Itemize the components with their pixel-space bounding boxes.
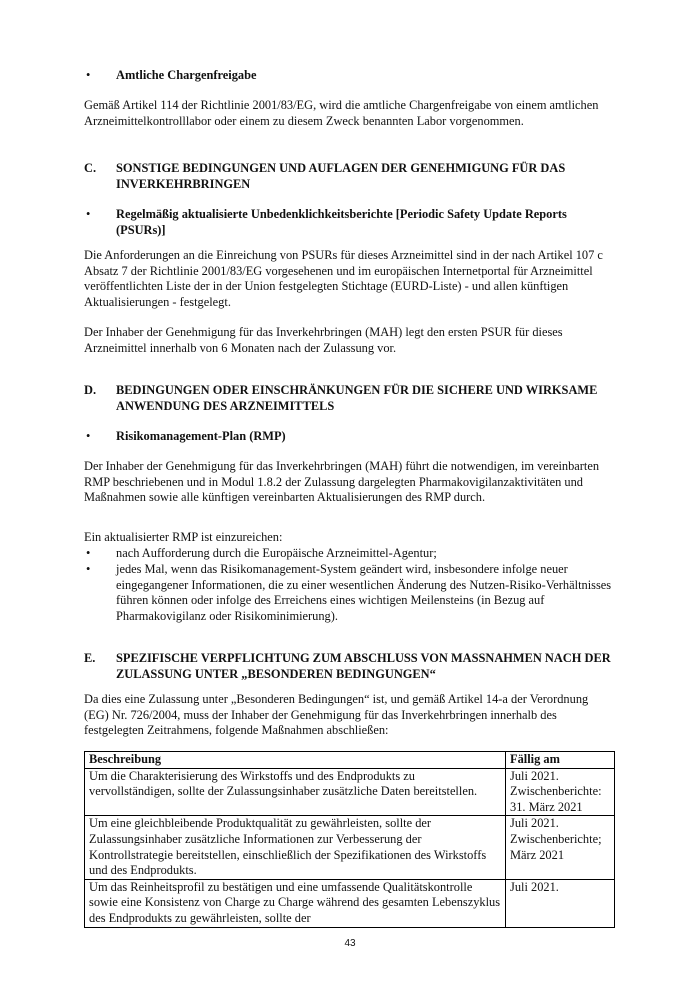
column-header-due: Fällig am — [506, 752, 615, 769]
measures-table — [84, 751, 615, 928]
table-row — [85, 768, 615, 816]
table-cell-description: Um das Reinheitsprofil zu bestätigen und eine umfassende Qualitätskontrolle sowie eine Konsistenz von Charge zu Charge während des gesamten Lebenszyklus des Endprodukts zu gewährleisten, sollte der — [85, 879, 506, 927]
bullet-icon: • — [86, 207, 91, 221]
table-header-row — [85, 752, 615, 769]
section-c-letter: C. — [84, 161, 97, 175]
bullet-heading-text: Amtliche Chargenfreigabe — [116, 68, 257, 82]
column-header-description: Beschreibung — [85, 752, 506, 769]
table-cell-due: Juli 2021. Zwischenberichte: 31. März 2021 — [506, 768, 615, 816]
paragraph-chargenfreigabe: Gemäß Artikel 114 der Richtlinie 2001/83/EG, wird die amtliche Chargenfreigabe von einem amtlichen Arzneimittelkontrolllabor oder einem zu diesem Zweck benannten Labor vorgenommen. — [84, 98, 599, 128]
section-e-title: SPEZIFISCHE VERPFLICHTUNG ZUM ABSCHLUSS VON MASSNAHMEN NACH DER ZULASSUNG UNTER „BESONDEREN BEDINGUNGEN“ — [116, 651, 611, 681]
table-row — [85, 816, 615, 879]
bullet-icon: • — [86, 546, 91, 560]
bullet-heading-text: Regelmäßig aktualisierte Unbedenklichkeitsberichte [Periodic Safety Update Reports (PSURs)] — [116, 207, 567, 237]
table-cell-due: Juli 2021. — [506, 879, 615, 927]
paragraph-first-psur: Der Inhaber der Genehmigung für das Inverkehrbringen (MAH) legt den ersten PSUR für dieses Arzneimittel innerhalb von 6 Monaten nach der Zulassung vor. — [84, 325, 563, 355]
paragraph-rmp-update-intro: Ein aktualisierter RMP ist einzureichen: — [84, 530, 283, 544]
bullet-heading-text: Risikomanagement-Plan (RMP) — [116, 429, 286, 443]
section-d-title: BEDINGUNGEN ODER EINSCHRÄNKUNGEN FÜR DIE SICHERE UND WIRKSAME ANWENDUNG DES ARZNEIMITTELS — [116, 383, 598, 413]
section-c-title: SONSTIGE BEDINGUNGEN UND AUFLAGEN DER GENEHMIGUNG FÜR DAS INVERKEHRBRINGEN — [116, 161, 566, 191]
table-row — [85, 879, 615, 927]
list-item-text: jedes Mal, wenn das Risikomanagement-System geändert wird, insbesondere infolge neuer eingegangener Informationen, die zu einer wesentlichen Änderung des Nutzen-Risiko-Verhältnisses führen können oder infolge des Erreichens eines wichtigen Meilensteins (in Bezug auf Pharmakovigilanz oder Risikominimierung). — [116, 562, 612, 623]
section-e-letter: E. — [84, 651, 96, 665]
page-number: 43 — [344, 938, 356, 949]
table-cell-due: Juli 2021. Zwischenberichte; März 2021 — [506, 816, 615, 879]
list-item-text: nach Aufforderung durch die Europäische Arzneimittel-Agentur; — [116, 546, 437, 560]
bullet-icon: • — [86, 429, 91, 443]
paragraph-psur-requirements: Die Anforderungen an die Einreichung von PSURs für dieses Arzneimittel sind in der nach Artikel 107 c Absatz 7 der Richtlinie 2001/83/EG vorgesehenen und im europäischen Internetportal für Arzneimittel veröffentlichten Liste der in der Union festgelegten Stichtage (EURD-Liste) - und allen künftigen Aktualisierungen - festgelegt. — [84, 248, 603, 309]
paragraph-rmp-activities: Der Inhaber der Genehmigung für das Inverkehrbringen (MAH) führt die notwendigen, im vereinbarten RMP beschriebenen und in Modul 1.8.2 der Zulassung dargelegten Pharmakovigilanzaktivitäten und Maßnahmen sowie alle künftigen vereinbarten Aktualisierungen des RMP durch. — [84, 459, 600, 505]
table-cell-description: Um die Charakterisierung des Wirkstoffs und des Endprodukts zu vervollständigen, sollte der Zulassungsinhaber zusätzliche Daten bereitstellen. — [85, 768, 506, 816]
table-cell-description: Um eine gleichbleibende Produktqualität zu gewährleisten, sollte der Zulassungsinhaber zusätzliche Informationen zur Verbesserung der Kontrollstrategie bereitstellen, einschließlich der Spezifikationen des Wirkstoffs und des Endprodukts. — [85, 816, 506, 879]
paragraph-conditional-approval: Da dies eine Zulassung unter „Besonderen Bedingungen“ ist, und gemäß Artikel 14-a der Verordnung (EG) Nr. 726/2004, muss der Inhaber der Genehmigung für das Inverkehrbringen innerhalb des festgelegten Zeitrahmens, folgende Maßnahmen abschließen: — [84, 692, 589, 738]
bullet-icon: • — [86, 562, 91, 576]
section-d-letter: D. — [84, 383, 97, 397]
bullet-icon: • — [86, 68, 91, 82]
